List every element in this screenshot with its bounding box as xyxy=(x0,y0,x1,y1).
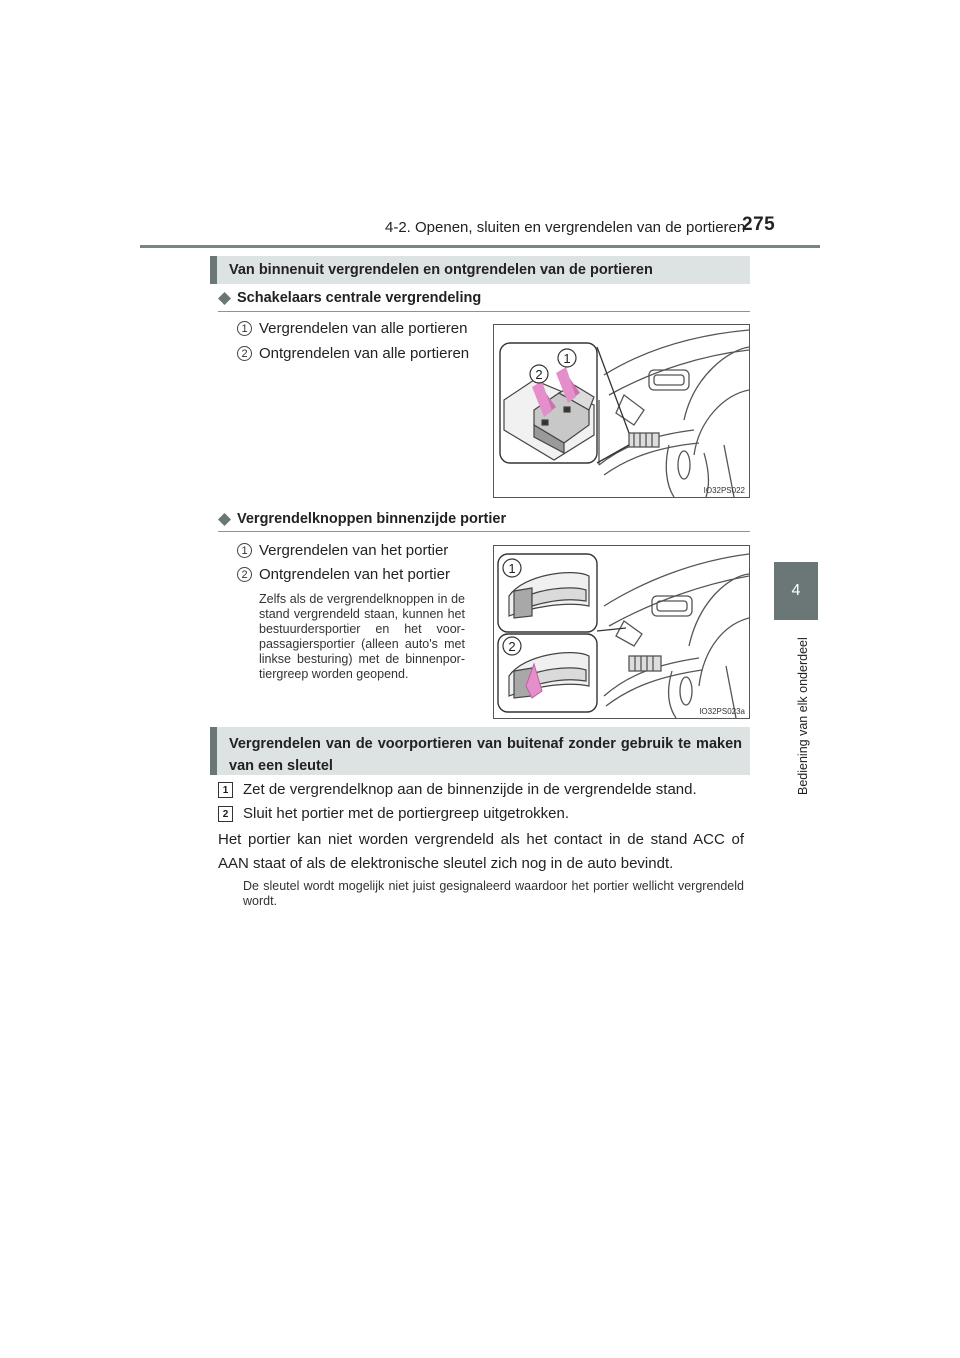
page-number: 275 xyxy=(742,214,776,235)
diamond-bullet-icon xyxy=(218,513,231,526)
callout-2: 2 xyxy=(535,367,543,382)
subheading-rule xyxy=(218,311,750,312)
diamond-bullet-icon xyxy=(218,292,231,305)
step-marker: 2 xyxy=(237,346,252,361)
body-paragraph: Het portier kan niet worden vergrendeld als het contact in de stand ACC of AAN staat of als de elektronische sleutel zich nog in de auto bevindt. xyxy=(218,831,744,872)
list-item: Ontgrendelen van het portier xyxy=(259,566,450,583)
chapter-side-label: Bediening van elk onderdeel xyxy=(796,637,810,795)
step-text: Zet de vergrendelknop aan de binnenzijde in de vergrendelde stand. xyxy=(243,781,697,798)
step-number: 2 xyxy=(218,806,233,822)
note-text: De sleutel wordt mogelijk niet juist gesignaleerd waardoor het portier wellicht vergrendeld wordt. xyxy=(243,879,744,908)
callout-1: 1 xyxy=(508,561,516,576)
subheading-text: Vergrendelknoppen binnenzijde portier xyxy=(237,511,507,527)
running-header: 4-2. Openen, sluiten en vergrendelen van de portieren xyxy=(385,219,746,236)
section-heading: Vergrendelen van de voorportieren van buitenaf zonder gebruik te maken van een sleutel xyxy=(210,727,750,775)
step-marker: 1 xyxy=(237,543,252,558)
figure-inside-lock-buttons xyxy=(493,545,750,719)
subheading-central-locking xyxy=(218,290,481,306)
subheading-inside-lock-buttons xyxy=(218,511,506,527)
subheading-text: Schakelaars centrale vergrendeling xyxy=(237,290,482,306)
step-marker: 2 xyxy=(237,567,252,582)
callout-1: 1 xyxy=(563,351,571,366)
door-handle-illustration xyxy=(494,546,749,718)
car-interior-illustration xyxy=(494,325,749,497)
figure-code: IO32PS023a xyxy=(699,707,745,716)
chapter-tab: 4 xyxy=(774,562,818,620)
list-item: Ontgrendelen van alle portieren xyxy=(259,345,470,362)
step-marker: 1 xyxy=(237,321,252,336)
figure-code: IO32PS022 xyxy=(703,486,745,495)
figure-central-lock-switches xyxy=(493,324,750,498)
subheading-rule xyxy=(218,531,750,532)
list-item: Vergrendelen van alle portieren xyxy=(259,320,468,337)
note-text: Zelfs als de vergrendelknoppen in de stand vergrendeld staan, kunnen het bestuurdersportier en het voor-passagiersportier (alleen auto's met linkse besturing) met de binnenpor-tiergreep worden geopend. xyxy=(259,592,465,681)
header-rule xyxy=(140,245,820,248)
step-text: Sluit het portier met de portiergreep uitgetrokken. xyxy=(243,805,570,822)
section-heading: Van binnenuit vergrendelen en ontgrendelen van de portieren xyxy=(210,256,750,284)
callout-2: 2 xyxy=(508,639,516,654)
list-item: Vergrendelen van het portier xyxy=(259,542,449,559)
step-number: 1 xyxy=(218,782,233,798)
